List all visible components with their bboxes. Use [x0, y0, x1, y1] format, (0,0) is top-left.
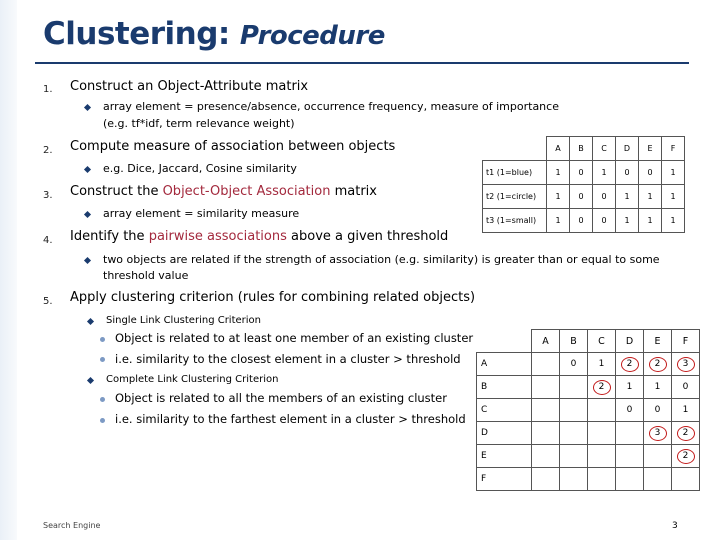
table-row: [477, 445, 700, 468]
single-link-point-1: Object is related to at least one member of an existing cluster: [115, 331, 474, 345]
matrix-cell: [532, 468, 560, 491]
matrix-cell: 0: [644, 399, 672, 422]
table-row: [477, 399, 700, 422]
step-1-bullet-line-2: (e.g. tf*idf, term relevance weight): [103, 117, 295, 130]
threshold-circle: 3: [649, 426, 667, 441]
threshold-circle: 2: [593, 380, 611, 395]
matrix-cell: [616, 353, 644, 376]
matrix-cell: 1: [672, 399, 700, 422]
step-4-text: Identify the pairwise associations above a given threshold: [70, 229, 449, 244]
table-row: [477, 353, 700, 376]
column-header: F: [672, 330, 700, 353]
table-row: [477, 468, 700, 491]
matrix-cell: [588, 445, 616, 468]
matrix-cell: 1: [547, 185, 570, 209]
threshold-circle: 2: [649, 357, 667, 372]
matrix-cell: [616, 445, 644, 468]
matrix-cell: 0: [616, 161, 639, 185]
row-label: A: [477, 353, 532, 376]
step-4-number: 4.: [43, 235, 53, 246]
matrix-cell: [560, 445, 588, 468]
column-header: E: [644, 330, 672, 353]
matrix-cell: [532, 399, 560, 422]
single-link-point-2: i.e. similarity to the closest element in a cluster > threshold: [115, 352, 461, 366]
bullet-diamond-icon: [87, 377, 94, 384]
matrix-cell: [644, 445, 672, 468]
matrix-cell: [644, 468, 672, 491]
threshold-circle: 2: [621, 357, 639, 372]
matrix-cell: 0: [639, 161, 662, 185]
bullet-dot-icon: [100, 397, 105, 402]
matrix-cell: 1: [616, 376, 644, 399]
title-main: Clustering:: [43, 16, 230, 52]
table-row: [483, 161, 685, 185]
row-label: D: [477, 422, 532, 445]
matrix-cell: 1: [593, 161, 616, 185]
matrix-cell: 0: [570, 185, 593, 209]
bullet-diamond-icon: [84, 104, 91, 111]
matrix-cell: [644, 422, 672, 445]
matrix-cell: 1: [616, 209, 639, 233]
bullet-diamond-icon: [87, 318, 94, 325]
title-underline: [35, 62, 689, 64]
column-header: E: [639, 137, 662, 161]
threshold-circle: 2: [677, 449, 695, 464]
matrix-cell: [672, 353, 700, 376]
footer-label: Search Engine: [43, 521, 101, 530]
column-header: D: [616, 137, 639, 161]
slide-left-bar: [0, 0, 17, 540]
complete-link-point-1: Object is related to all the members of an existing cluster: [115, 391, 447, 405]
matrix-cell: [560, 422, 588, 445]
matrix-cell: [560, 376, 588, 399]
step-3-number: 3.: [43, 190, 53, 201]
matrix-cell: 0: [593, 209, 616, 233]
column-header: C: [588, 330, 616, 353]
column-header: B: [560, 330, 588, 353]
matrix-cell: [672, 422, 700, 445]
matrix-cell: [616, 468, 644, 491]
column-header: C: [593, 137, 616, 161]
matrix-cell: 1: [547, 209, 570, 233]
matrix-cell: [560, 399, 588, 422]
table-row: [483, 185, 685, 209]
matrix-cell: 1: [588, 353, 616, 376]
table-row: [483, 209, 685, 233]
matrix-cell: 1: [662, 209, 685, 233]
step-4-bullet-line-2: threshold value: [103, 269, 189, 282]
matrix-cell: [588, 468, 616, 491]
bullet-dot-icon: [100, 357, 105, 362]
matrix-cell: 0: [560, 353, 588, 376]
matrix-cell: 0: [593, 185, 616, 209]
column-header: F: [662, 137, 685, 161]
row-label: C: [477, 399, 532, 422]
title-sub: Procedure: [239, 21, 385, 51]
matrix-cell: 0: [570, 209, 593, 233]
matrix-cell: [644, 353, 672, 376]
matrix-cell: [588, 422, 616, 445]
column-header: A: [547, 137, 570, 161]
bullet-dot-icon: [100, 418, 105, 423]
bullet-diamond-icon: [84, 257, 91, 264]
matrix-cell: 1: [639, 185, 662, 209]
threshold-circle: 3: [677, 357, 695, 372]
matrix-cell: 0: [570, 161, 593, 185]
matrix-cell: [532, 422, 560, 445]
column-header: B: [570, 137, 593, 161]
matrix-cell: [532, 353, 560, 376]
matrix-cell: 1: [616, 185, 639, 209]
step-1-text: Construct an Object-Attribute matrix: [70, 79, 309, 94]
page-number: 3: [672, 521, 678, 531]
association-matrix: [476, 329, 700, 491]
step-5-text: Apply clustering criterion (rules for combining related objects): [70, 290, 476, 305]
matrix-cell: 0: [616, 399, 644, 422]
bullet-dot-icon: [100, 337, 105, 342]
complete-link-label: Complete Link Clustering Criterion: [106, 374, 279, 385]
step-2-number: 2.: [43, 145, 53, 156]
bullet-diamond-icon: [84, 211, 91, 218]
matrix-cell: [532, 445, 560, 468]
matrix-cell: [532, 376, 560, 399]
table-row: [477, 422, 700, 445]
step-4-bullet-line-1: two objects are related if the strength of association (e.g. similarity) is greater than or equal to some: [103, 253, 660, 266]
matrix-cell: [588, 376, 616, 399]
row-label: t3 (1=small): [483, 209, 547, 233]
matrix-cell: 1: [662, 161, 685, 185]
table-row: [477, 376, 700, 399]
matrix-cell: 1: [644, 376, 672, 399]
matrix-cell: [560, 468, 588, 491]
matrix-cell: 1: [547, 161, 570, 185]
matrix-header-row: [483, 137, 685, 161]
matrix-header-row: [477, 330, 700, 353]
matrix-cell: [616, 422, 644, 445]
step-3-bullet: array element = similarity measure: [103, 207, 300, 220]
slide-title: [43, 16, 385, 52]
complete-link-point-2: i.e. similarity to the farthest element in a cluster > threshold: [115, 412, 466, 426]
row-label: t1 (1=blue): [483, 161, 547, 185]
matrix-cell: 1: [639, 209, 662, 233]
matrix-cell: [672, 468, 700, 491]
step-1-number: 1.: [43, 84, 53, 95]
step-2-bullet: e.g. Dice, Jaccard, Cosine similarity: [103, 162, 297, 175]
column-header: A: [532, 330, 560, 353]
bullet-diamond-icon: [84, 166, 91, 173]
row-label: t2 (1=circle): [483, 185, 547, 209]
row-label: B: [477, 376, 532, 399]
row-label: F: [477, 468, 532, 491]
matrix-cell: 1: [662, 185, 685, 209]
step-1-bullet-line-1: array element = presence/absence, occurrence frequency, measure of importance: [103, 100, 559, 113]
step-5-number: 5.: [43, 296, 53, 307]
matrix-cell: [672, 445, 700, 468]
step-3-text: Construct the Object-Object Association matrix: [70, 184, 377, 199]
single-link-label: Single Link Clustering Criterion: [106, 315, 262, 326]
threshold-circle: 2: [677, 426, 695, 441]
matrix-cell: [588, 399, 616, 422]
row-label: E: [477, 445, 532, 468]
object-attribute-matrix: [482, 136, 685, 233]
matrix-cell: 0: [672, 376, 700, 399]
step-2-text: Compute measure of association between objects: [70, 139, 396, 154]
column-header: D: [616, 330, 644, 353]
